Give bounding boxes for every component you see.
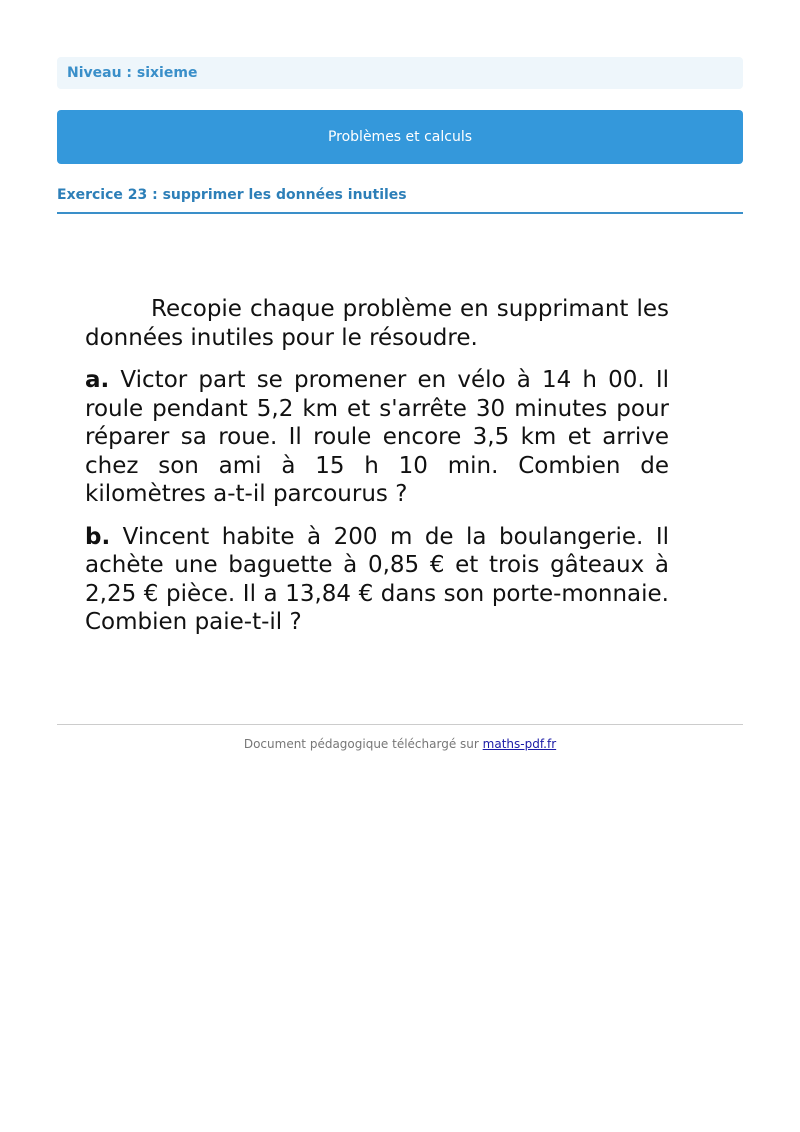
topic-title: Problèmes et calculs	[327, 129, 473, 145]
level-label: Niveau : sixieme	[67, 65, 198, 81]
exercise-instruction: Recopie chaque problème en supprimant les données inutiles pour le résoudre.	[85, 296, 669, 351]
footer	[57, 737, 743, 751]
problem-a	[85, 366, 669, 509]
problem-b-letter: b.	[85, 523, 111, 550]
exercise-title: Exercice 23 : supprimer les données inutiles	[57, 187, 407, 203]
problem-a-text: Victor part se promener en vélo à 14 h 00. Il roule pendant 5,2 km et s'arrête 30 minutes pour réparer sa roue. Il roule encore 3,5 km et arrive chez son ami à 15 h 10 min. Combien de kilomètres a-t-il parcourus ?	[85, 367, 669, 507]
level-box	[57, 57, 743, 89]
footer-prefix: Document pédagogique téléchargé sur	[243, 737, 479, 751]
exercise-title-divider	[57, 212, 743, 214]
problem-a-letter: a.	[85, 367, 110, 393]
problem-b-text: Vincent habite à 200 m de la boulangerie. Il achète une baguette à 0,85 € et trois gâteaux à 2,25 € pièce. Il a 13,84 € dans son porte-monnaie. Combien paie-t-il ?	[85, 523, 669, 635]
topic-banner	[57, 110, 743, 164]
problem-b	[85, 523, 669, 637]
footer-link[interactable]: maths-pdf.fr	[482, 737, 557, 751]
footer-divider	[57, 724, 743, 725]
exercise-content	[85, 295, 669, 637]
